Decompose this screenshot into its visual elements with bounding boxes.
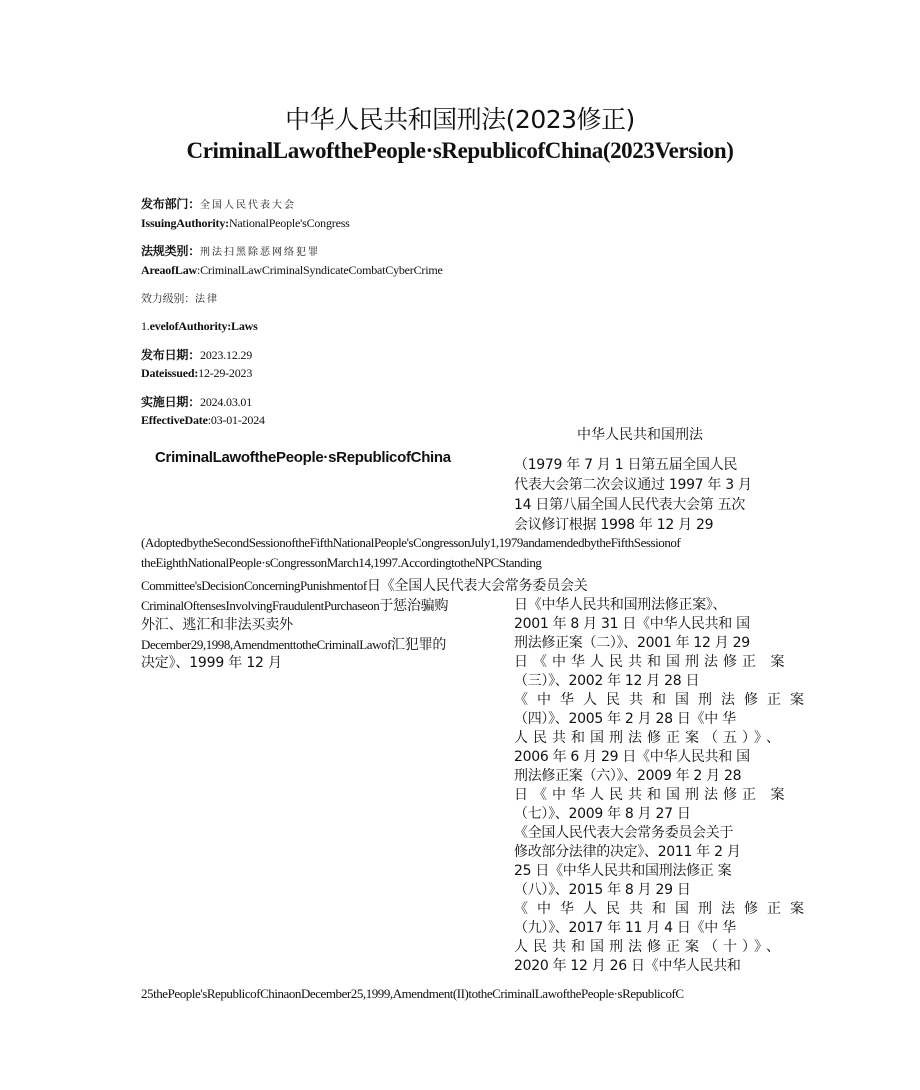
right-line: 日《中华人民共和国刑法修正 案 <box>514 787 790 803</box>
area-of-law-value-cn: 刑法扫黑除恶网络犯罪 <box>200 247 321 258</box>
wide-line: theEighthNationalPeople·sCongressonMarch14,1997.AccordingtotheNPCStanding <box>141 555 542 570</box>
area-of-law-label-cn: 法规类别： <box>141 244 201 258</box>
right-line: 2001 年 8 月 31 日《中华人民共和 国 <box>514 616 750 632</box>
right-line: 《全国人民代表大会常务委员会关于 <box>514 825 734 841</box>
right-line: 2020 年 12 月 26 日《中华人民共和 <box>514 958 741 974</box>
right-line: （四）》、2005 年 2 月 28 日《中 华 <box>514 711 736 727</box>
right-line: 25 日《中华人民共和国刑法修正 案 <box>514 863 732 879</box>
level-of-authority-label-en: evelofAuthority:Laws <box>149 319 258 333</box>
issuing-authority-label-en: IssuingAuthority: <box>141 216 229 230</box>
issuing-authority-en <box>141 216 350 231</box>
effective-date-en <box>141 413 265 428</box>
area-of-law-cn <box>141 242 320 259</box>
issuing-authority-value-en: NationalPeople'sCongress <box>228 216 350 230</box>
mixed-line <box>141 575 588 595</box>
right-line: 2006 年 6 月 29 日《中华人民共和 国 <box>514 749 750 765</box>
left-line-en: CriminalOftensesInvolvingFraudulentPurchaseon <box>141 598 380 613</box>
level-of-authority-en <box>141 319 258 334</box>
date-issued-cn <box>141 346 252 363</box>
left-line <box>141 595 448 615</box>
document-title-cn: 中华人民共和国刑法(2023修正) <box>285 105 635 134</box>
effective-date-value-cn: 2024.03.01 <box>200 395 253 409</box>
right-line: 人民共和国刑法修正案（五）》、 <box>514 730 785 746</box>
effective-date-value-en: :03-01-2024 <box>207 413 265 427</box>
bottom-wide-line: 25thePeople'sRepublicofChinaonDecember25,1999,Amendment(II)totheCriminalLawofthePeople·sRepublicofC <box>141 986 684 1001</box>
right-line: 日《中华人民共和国刑法修正案》、 <box>514 597 727 613</box>
issuing-authority-cn <box>141 195 296 212</box>
date-issued-value-en: 12-29-2023 <box>198 366 253 380</box>
right-line: 人民共和国刑法修正案（十）》、 <box>514 939 785 955</box>
date-issued-label-cn: 发布日期： <box>141 348 201 362</box>
right-line: （九）》、2017 年 11 月 4 日《中 华 <box>514 920 736 936</box>
mixed-line-en: Committee'sDecisionConcerningPunishmentof <box>141 578 367 593</box>
left-line-cn: 于惩治骗购 <box>379 598 449 614</box>
date-issued-value-cn: 2023.12.29 <box>200 348 253 362</box>
issuing-authority-label-cn: 发布部门： <box>141 197 201 211</box>
right-intro-line: （1979 年 7 月 1 日第五届全国人民 <box>514 457 738 473</box>
body-heading-cn: 中华人民共和国刑法 <box>577 427 703 443</box>
right-line: 《中华人民共和国刑法修正案 <box>514 901 813 917</box>
right-line: 刑法修正案（六）》、2009 年 2 月 28 <box>514 768 742 784</box>
area-of-law-label-en: AreaofLaw <box>141 263 197 277</box>
right-intro-line: 14 日第八届全国人民代表大会第 五次 <box>514 497 746 513</box>
left-line-en: December29,1998,AmendmenttotheCriminalLawof <box>141 637 391 652</box>
effective-date-label-cn: 实施日期： <box>141 395 201 409</box>
wide-line: (AdoptedbytheSecondSessionoftheFifthNationalPeople'sCongressonJuly1,1979andamendedbytheFifthSessionof <box>141 535 681 550</box>
level-of-authority-value-cn: 法律 <box>195 294 219 305</box>
issuing-authority-value-cn: 全国人民代表大会 <box>200 200 297 211</box>
right-intro-line: 会议修订根据 1998 年 12 月 29 <box>514 517 714 533</box>
left-line-cn: 决定》、1999 年 12 月 <box>141 655 282 671</box>
area-of-law-en <box>141 263 443 278</box>
date-issued-en <box>141 366 252 381</box>
right-intro-line: 代表大会第二次会议通过 1997 年 3 月 <box>514 477 752 493</box>
left-line-cn: 汇犯罪的 <box>390 637 447 653</box>
right-line: （三）》、2002 年 12 月 28 日 <box>514 673 700 689</box>
left-line <box>141 634 446 654</box>
body-heading-en: CriminalLawofthePeople·sRepublicofChina <box>155 449 451 466</box>
mixed-line-cn: 日《全国人民代表大会常务委员会关 <box>366 578 588 594</box>
right-line: 修改部分法律的决定》、2011 年 2 月 <box>514 844 741 860</box>
level-of-authority-label-cn: 效力级别： <box>141 292 195 305</box>
right-line: （八）》、2015 年 8 月 29 日 <box>514 882 691 898</box>
left-line <box>141 614 293 634</box>
document-title-en: CriminalLawofthePeople·sRepublicofChina(2023Version) <box>186 138 734 163</box>
level-of-authority-prefix: 1. <box>141 319 150 333</box>
area-of-law-value-en: :CriminalLawCriminalSyndicateCombatCyberCrime <box>196 263 443 277</box>
date-issued-label-en: Dateissued: <box>141 366 199 380</box>
effective-date-cn <box>141 393 252 410</box>
effective-date-label-en: EffectiveDate <box>141 413 208 427</box>
left-line-cn: 外汇、逃汇和非法买卖外 <box>141 617 293 633</box>
right-line: 刑法修正案（二）》、2001 年 12 月 29 <box>514 635 750 651</box>
right-line: 日《中华人民共和国刑法修正 案 <box>514 654 790 670</box>
right-line: 《中华人民共和国刑法修正案 <box>514 692 813 708</box>
right-line: （七）》、2009 年 8 月 27 日 <box>514 806 691 822</box>
level-of-authority-cn <box>141 290 219 306</box>
left-line <box>141 652 282 672</box>
